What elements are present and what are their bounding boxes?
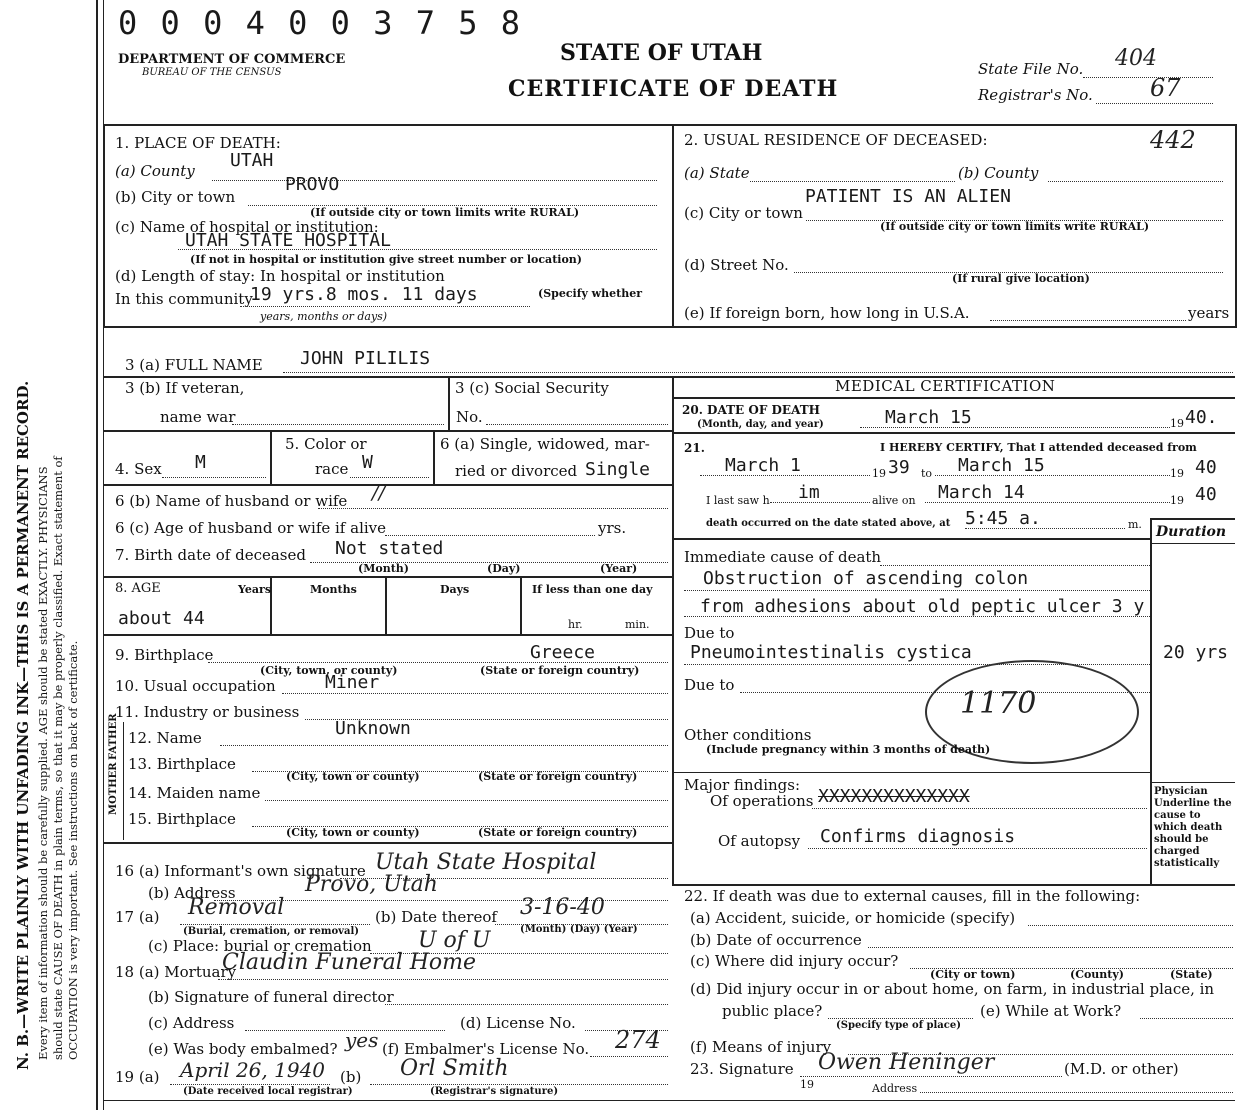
length-of-stay-label: (d) Length of stay: In hospital or institution bbox=[115, 267, 445, 285]
state-title: STATE OF UTAH bbox=[560, 40, 763, 66]
city-value: PROVO bbox=[285, 174, 340, 195]
marital-value: Single bbox=[585, 459, 651, 480]
date-thereof-label: (b) Date thereof bbox=[375, 908, 497, 926]
last-saw-value: im bbox=[798, 482, 820, 503]
veteran-label: 3 (b) If veteran, bbox=[125, 379, 245, 397]
to-label: to bbox=[921, 467, 933, 480]
major-findings-label: Major findings: bbox=[684, 776, 801, 794]
city-label: (b) City or town bbox=[115, 188, 236, 206]
operations-value: XXXXXXXXXXXXXX bbox=[818, 786, 970, 807]
birthplace-city-note: (City, town, or county) bbox=[260, 664, 398, 677]
embalmer-license-value: 274 bbox=[615, 1026, 661, 1054]
years-col: Years bbox=[238, 583, 272, 596]
city-note: (If outside city or town limits write RURAL) bbox=[310, 206, 580, 219]
hr-label: hr. bbox=[568, 618, 583, 631]
immediate-cause-label: Immediate cause of death bbox=[684, 548, 882, 566]
years-label: years bbox=[1188, 304, 1230, 322]
time-of-death-value: 5:45 a. bbox=[965, 508, 1041, 529]
date-received-value: April 26, 1940 bbox=[180, 1058, 326, 1082]
date-thereof-value: 3-16-40 bbox=[520, 895, 605, 920]
state-label: (a) State bbox=[684, 164, 750, 182]
city-town-note: (City or town) bbox=[930, 968, 1016, 981]
birthplace-value: Greece bbox=[530, 642, 596, 663]
last-saw-label: I last saw h bbox=[706, 494, 770, 507]
immediate-cause-value-2: from adhesions about old peptic ulcer 3 y bbox=[700, 596, 1145, 617]
means-of-injury-label: (f) Means of injury bbox=[690, 1038, 832, 1056]
embalmer-license-label: (f) Embalmer's License No. bbox=[382, 1040, 590, 1058]
attended-from-year: 39 bbox=[888, 457, 910, 478]
full-name-label: 3 (a) FULL NAME bbox=[125, 356, 263, 374]
dod-year-value: 40. bbox=[1185, 407, 1218, 428]
age-value: about 44 bbox=[118, 608, 205, 629]
state-file-value: 404 bbox=[1115, 46, 1157, 71]
street-label: (d) Street No. bbox=[684, 256, 789, 274]
mother-birthplace-label: 15. Birthplace bbox=[128, 810, 236, 828]
dod-value: March 15 bbox=[885, 407, 972, 428]
residence-city-label: (c) City or town bbox=[684, 204, 803, 222]
dod-label: 20. DATE OF DEATH bbox=[682, 403, 820, 417]
mother-city-note: (City, town or county) bbox=[286, 826, 420, 839]
sidebar-instruction-1: Every item of information should be carefully supplied. AGE should be stated EXACTLY. PHYSICIANS bbox=[36, 466, 50, 1060]
autopsy-label: Of autopsy bbox=[718, 832, 801, 850]
disposition-note: (Burial, cremation, or removal) bbox=[183, 926, 359, 937]
color-value: W bbox=[362, 452, 373, 473]
county-value: UTAH bbox=[230, 150, 274, 171]
hospital-label: (c) Name of hospital or institution: bbox=[115, 218, 379, 236]
bureau-label: BUREAU OF THE CENSUS bbox=[142, 67, 282, 78]
date-received-note: (Date received local registrar) bbox=[183, 1086, 353, 1097]
father-tag: FATHER bbox=[108, 713, 119, 760]
due-to-2-stamp: 1170 bbox=[960, 686, 1037, 721]
state-file-label: State File No. bbox=[978, 60, 1084, 78]
community-stay-value: 19 yrs.8 mos. 11 days bbox=[250, 284, 478, 305]
occupation-value: Miner bbox=[325, 672, 380, 693]
specify-note: (Specify whether bbox=[538, 287, 643, 300]
certify-num: 21. bbox=[684, 441, 705, 455]
marital-label-2: ried or divorced bbox=[455, 462, 578, 480]
mother-tag: MOTHER bbox=[108, 762, 119, 815]
to-year-prefix: 19 bbox=[1170, 467, 1184, 480]
mother-state-note: (State or foreign country) bbox=[478, 826, 638, 839]
husband-value: // bbox=[372, 480, 386, 504]
license-label: (d) License No. bbox=[460, 1014, 576, 1032]
autopsy-value: Confirms diagnosis bbox=[820, 826, 1016, 847]
social-security-no-label: No. bbox=[456, 408, 483, 426]
physician-underline-note: Physician Underline the cause to which death should be charged statistically bbox=[1154, 786, 1232, 869]
certificate-title: CERTIFICATE OF DEATH bbox=[508, 76, 839, 102]
from-year-prefix: 19 bbox=[872, 467, 886, 480]
day-note: (Day) bbox=[487, 562, 521, 575]
burial-place-value: U of U bbox=[418, 928, 491, 953]
certify-text: I HEREBY CERTIFY, That I attended deceased from bbox=[880, 441, 1197, 454]
birth-date-value: Not stated bbox=[335, 538, 444, 559]
social-security-label: 3 (c) Social Security bbox=[455, 379, 609, 397]
alive-on-value: March 14 bbox=[938, 482, 1025, 503]
sidebar-warning: N. B.—WRITE PLAINLY WITH UNFADING INK—THIS IS A PERMANENT RECORD. bbox=[14, 380, 32, 1070]
other-conditions-note: (Include pregnancy within 3 months of death) bbox=[706, 743, 991, 756]
specify-place-note: (Specify type of place) bbox=[836, 1020, 961, 1031]
burial-place-label: (c) Place: burial or cremation bbox=[148, 937, 372, 955]
street-note: (If rural give location) bbox=[952, 272, 1090, 285]
informant-sig-label: 16 (a) Informant's own signature bbox=[115, 862, 366, 880]
birthplace-label: 9. Birthplace bbox=[115, 646, 214, 664]
registrar-no-label: Registrar's No. bbox=[978, 86, 1093, 104]
year-note: (Year) bbox=[600, 562, 638, 575]
informant-sig-value: Utah State Hospital bbox=[375, 850, 597, 875]
sidebar-instruction-2: should state CAUSE OF DEATH in plain terms, so that it may be properly classified. Exact statement of bbox=[51, 456, 65, 1060]
county-label: (a) County bbox=[115, 162, 195, 180]
community-label: In this community bbox=[115, 290, 253, 308]
side-number: 442 bbox=[1150, 126, 1196, 154]
husband-label: 6 (b) Name of husband or wife bbox=[115, 492, 348, 510]
birthplace-state-note: (State or foreign country) bbox=[480, 664, 640, 677]
due-to-1-value: Pneumointestinalis cystica bbox=[690, 642, 972, 663]
father-birthplace-label: 13. Birthplace bbox=[128, 755, 236, 773]
dod-year-prefix: 19 bbox=[1170, 417, 1184, 430]
yrs-label: yrs. bbox=[598, 519, 627, 537]
months-col: Months bbox=[310, 583, 357, 596]
marital-label: 6 (a) Single, widowed, mar- bbox=[440, 435, 650, 453]
immediate-cause-value-1: Obstruction of ascending colon bbox=[703, 568, 1029, 589]
informant-address-value: Provo, Utah bbox=[305, 872, 438, 897]
race-label: race bbox=[315, 460, 349, 478]
embalmed-label: (e) Was body embalmed? bbox=[148, 1040, 338, 1058]
sidebar-instruction-3: OCCUPATION is very important. See instructions on back of certificate. bbox=[66, 640, 80, 1060]
father-city-note: (City, town or county) bbox=[286, 770, 420, 783]
month-note: (Month) bbox=[358, 562, 409, 575]
sig-year-prefix: 19 bbox=[800, 1078, 814, 1091]
hospital-note: (If not in hospital or institution give street number or location) bbox=[190, 253, 582, 266]
informant-address-label: (b) Address bbox=[148, 884, 236, 902]
due-to-1-duration: 20 yrs bbox=[1163, 642, 1229, 663]
department-label: DEPARTMENT OF COMMERCE bbox=[118, 52, 346, 67]
attended-to-year: 40 bbox=[1195, 457, 1217, 478]
disposition-value: Removal bbox=[188, 895, 285, 920]
m-label: m. bbox=[1128, 518, 1142, 531]
mortuary-value: Claudin Funeral Home bbox=[222, 950, 477, 975]
age-husband-label: 6 (c) Age of husband or wife if alive bbox=[115, 519, 387, 537]
industry-label: 11. Industry or business bbox=[115, 703, 300, 721]
less-than-day-col: If less than one day bbox=[532, 583, 653, 596]
state-note: (State) bbox=[1170, 968, 1213, 981]
age-label: 8. AGE bbox=[115, 581, 161, 596]
full-name-value: JOHN PILILIS bbox=[300, 348, 431, 369]
registrar-signature: Orl Smith bbox=[400, 1056, 509, 1081]
left-border bbox=[96, 0, 98, 1110]
death-occurred-label: death occurred on the date stated above, at bbox=[706, 518, 951, 529]
father-state-note: (State or foreign country) bbox=[478, 770, 638, 783]
injury-home-label: (d) Did injury occur in or about home, on farm, in industrial place, in bbox=[690, 980, 1215, 998]
physician-signature: Owen Heninger bbox=[818, 1050, 995, 1075]
while-at-work-label: (e) While at Work? bbox=[980, 1002, 1122, 1020]
dod-note: (Month, day, and year) bbox=[697, 419, 824, 430]
attended-from-value: March 1 bbox=[725, 455, 801, 476]
month-day-year-note: (Month) (Day) (Year) bbox=[520, 924, 638, 935]
other-conditions-label: Other conditions bbox=[684, 726, 812, 744]
accident-label: (a) Accident, suicide, or homicide (specify) bbox=[690, 909, 1016, 927]
residence-city-note: (If outside city or town limits write RURAL) bbox=[880, 220, 1150, 233]
physician-address-label: Address bbox=[872, 1082, 918, 1095]
serial-number: 0 0 0 4 0 0 3 7 5 8 bbox=[118, 4, 523, 42]
specify-note-2: years, months or days) bbox=[260, 310, 388, 323]
sex-value: M bbox=[195, 452, 206, 473]
foreign-born-label: (e) If foreign born, how long in U.S.A. bbox=[684, 304, 970, 322]
operations-label: Of operations bbox=[710, 792, 814, 810]
hospital-value: UTAH STATE HOSPITAL bbox=[185, 230, 391, 251]
alive-year-value: 40 bbox=[1195, 484, 1217, 505]
external-causes-label: 22. If death was due to external causes, fill in the following: bbox=[684, 887, 1141, 905]
medical-cert-title: MEDICAL CERTIFICATION bbox=[835, 377, 1056, 395]
attended-to-value: March 15 bbox=[958, 455, 1045, 476]
residence-city-value: PATIENT IS AN ALIEN bbox=[805, 186, 1011, 207]
registrar-sig-note: (Registrar's signature) bbox=[430, 1086, 559, 1097]
min-label: min. bbox=[625, 618, 650, 631]
where-injury-label: (c) Where did injury occur? bbox=[690, 952, 899, 970]
place-of-death-label: 1. PLACE OF DEATH: bbox=[115, 134, 281, 152]
date-received-label: 19 (a) bbox=[115, 1068, 160, 1086]
residence-label: 2. USUAL RESIDENCE OF DECEASED: bbox=[684, 131, 988, 149]
instructions-sidebar bbox=[0, 0, 90, 1112]
war-label: name war bbox=[160, 408, 236, 426]
embalmed-value: yes bbox=[345, 1028, 379, 1052]
alive-year-prefix: 19 bbox=[1170, 494, 1184, 507]
days-col: Days bbox=[440, 583, 470, 596]
birth-date-label: 7. Birth date of deceased bbox=[115, 546, 306, 564]
duration-label: Duration bbox=[1156, 524, 1227, 540]
director-address-label: (c) Address bbox=[148, 1014, 235, 1032]
father-name-label: 12. Name bbox=[128, 729, 202, 747]
signature-label: 23. Signature bbox=[690, 1060, 794, 1078]
county-note: (County) bbox=[1070, 968, 1124, 981]
due-to-2-label: Due to bbox=[684, 676, 735, 694]
registrar-no-value: 67 bbox=[1150, 74, 1181, 102]
alive-on-label: alive on bbox=[872, 494, 916, 507]
md-label: (M.D. or other) bbox=[1064, 1060, 1179, 1078]
occurrence-date-label: (b) Date of occurrence bbox=[690, 931, 862, 949]
due-to-1-label: Due to bbox=[684, 624, 735, 642]
sex-label: 4. Sex bbox=[115, 460, 162, 478]
father-name-value: Unknown bbox=[335, 718, 411, 739]
disposition-label: 17 (a) bbox=[115, 908, 160, 926]
funeral-director-label: (b) Signature of funeral director bbox=[148, 988, 394, 1006]
mortuary-label: 18 (a) Mortuary bbox=[115, 963, 237, 981]
public-place-label: public place? bbox=[722, 1002, 823, 1020]
color-label: 5. Color or bbox=[285, 435, 367, 453]
residence-county-label: (b) County bbox=[958, 164, 1039, 182]
occupation-label: 10. Usual occupation bbox=[115, 677, 276, 695]
registrar-sig-b-label: (b) bbox=[340, 1068, 362, 1086]
mother-maiden-label: 14. Maiden name bbox=[128, 784, 261, 802]
